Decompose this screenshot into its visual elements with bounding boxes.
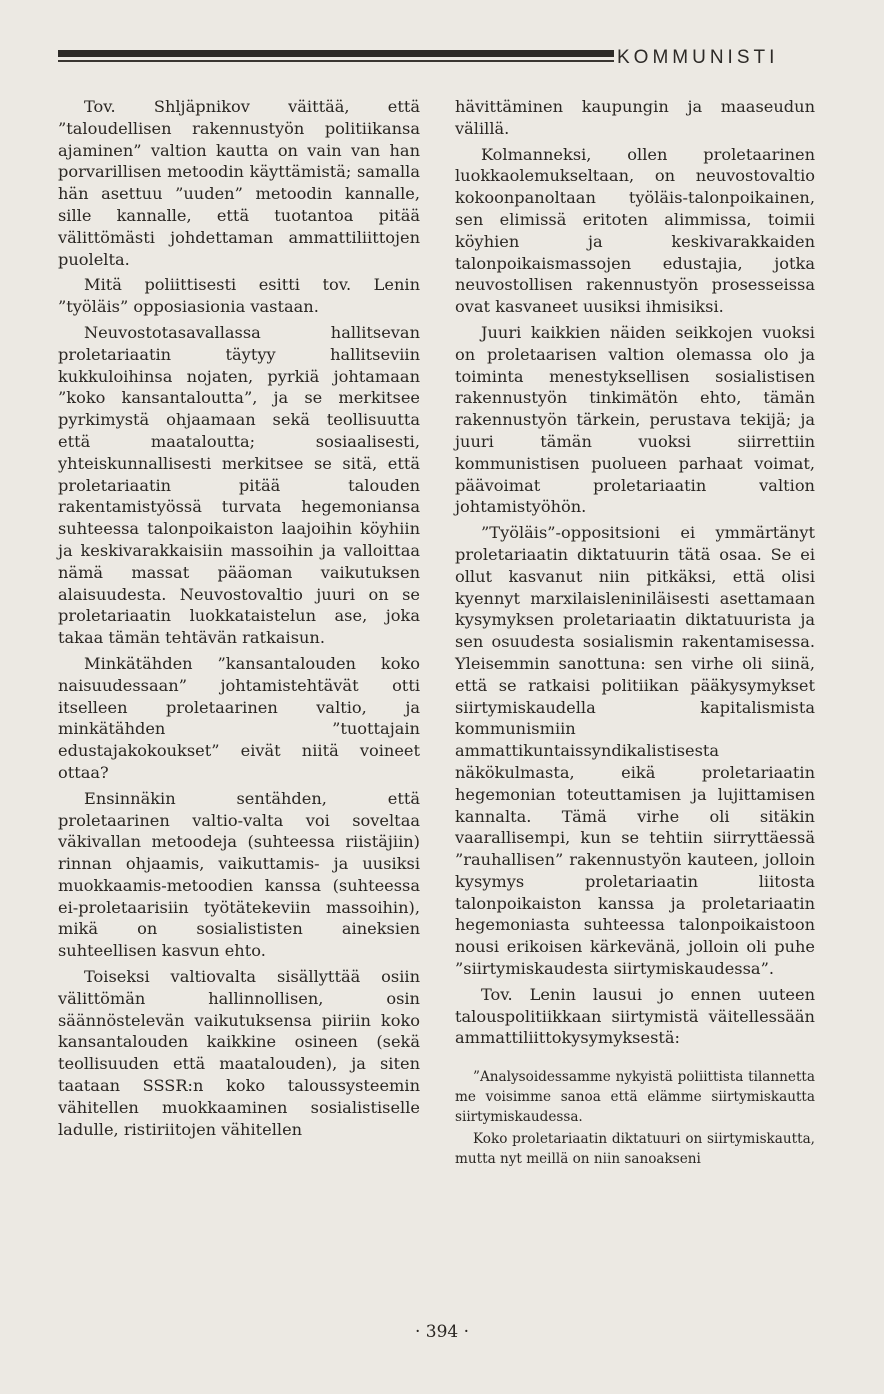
quote-paragraph: Koko proletariaatin diktatuuri on siirtymiskautta, mutta nyt meillä on niin sanoakseni — [455, 1131, 815, 1168]
header-rule-thick — [58, 50, 614, 57]
paragraph: Tov. Shljäpnikov väittää, että ”taloudellisen rakennustyön politiikansa ajaminen” valtion kautta on vain van han porvarillisen metoodin käyttämistä; samalla hän asettuu ”uuden” metoodin kannalle, sille kannalle, että tuotantoa pitää välittömästi johdettaman ammattiliittojen puolelta. — [58, 97, 420, 269]
paragraph: Mitä poliittisesti esitti tov. Lenin ”työläis” opposiasionia vastaan. — [58, 275, 420, 317]
header-rule — [58, 50, 614, 64]
running-head: KOMMUNISTI — [617, 47, 779, 68]
paragraph: Minkätähden ”kansantalouden koko naisuudessaan” johtamistehtävät otti itselleen proletaarinen valtio, ja minkätähden ”tuottajain edustajakokoukset” eivät niitä voineet ottaa? — [58, 653, 420, 782]
paragraph: ”Työläis”-oppositsioni ei ymmärtänyt proletariaatin diktatuurin tätä osaa. Se ei ollut kasvanut niin pitkäksi, että olisi kyennyt marxilaisleniniläisesti asettamaan kysymyksen proletariaatin diktatuurista ja sen osuudesta sosialismin rakentamisessa. Yleisemmin sanottuna: sen virhe oli siinä, että se ratkaisi politiikan pääkysymykset siirtymiskaudella kapitalismista kommunismiin ammattikuntaissyndikalistisesta näkökulmasta, eikä proletariaatin hegemonian toteuttamisen ja lujittamisen kannalta. Tämä virhe oli sitäkin vaarallisempi, kun se tehtiin siirryttäessä ”rauhallisen” rakennustyön kauteen, jolloin kysymys proletariaatin liitosta talonpoikaiston kanssa ja proletariaatin hegemoniasta suhteessa talonpoikaistoon nousi erikoisen kärkevänä, jolloin oli puhe ”siirtymiskaudesta siirtymiskaudessa”. — [455, 523, 815, 979]
paragraph: Toiseksi valtiovalta sisällyttää osiin välittömän hallinnollisen, osin säännöstelevän vaikutuksensa piiriin koko kansantalouden kaikkine osineen (sekä teollisuuden että maatalouden), ja siten taataan SSSR:n koko taloussysteemin vähitellen muokkaaminen sosialistiselle ladulle, ristiriitojen vähitellen — [58, 967, 420, 1139]
paragraph: Kolmanneksi, ollen proletaarinen luokkaolemukseltaan, on neuvostovaltio kokoonpanoltaan työläis-talonpoikainen, sen elimissä eritoten alimmissa, toimii köyhien ja keskivarakkaiden talonpoikaismassojen edustajia, jotka neuvostollisen rakennustyön prosesseissa ovat kasvaneet uusiksi ihmisiksi. — [455, 144, 815, 317]
header-rule-thin — [58, 60, 614, 62]
paragraph: hävittäminen kaupungin ja maaseudun välillä. — [455, 97, 815, 138]
left-column — [58, 96, 420, 1144]
block-quote — [455, 1067, 815, 1169]
page-number: · 394 · — [414, 1322, 470, 1342]
paragraph: Ensinnäkin sentähden, että proletaarinen valtio-valta voi soveltaa väkivallan metoodeja (suhteessa riistäjiin) rinnan ohjaamis, vaikuttamis- ja uusiksi muokkaamis-metoodien kanssa (suhteessa ei-proletaarisiin työtätekeviin massoihin), mikä on sosialististen aineksien suhteellisen kasvun ehto. — [58, 788, 420, 961]
paragraph: Tov. Lenin lausui jo ennen uuteen talouspolitiikkaan siirtymistä väitellessään ammattiliittokysymyksestä: — [455, 984, 815, 1048]
paragraph: Neuvostotasavallassa hallitsevan proletariaatin täytyy hallitseviin kukkuloihinsa nojaten, pyrkiä johtamaan ”koko kansantaloutta”, ja se merkitsee pyrkimystä ohjaamaan sekä teollisuutta että maataloutta; sosiaalisesti, yhteiskunnallisesti merkitsee se sitä, että proletariaatin pitää talouden rakentamistyössä turvata hegemoniansa suhteessa talonpoikaiston laajoihin köyhiin ja keskivarakkaisiin massoihin ja valloittaa nämä massat pääoman vaikutuksen alaisuudesta. Neuvostovaltio juuri on se proletariaatin luokkataistelun ase, joka takaa tämän tehtävän ratkaisun. — [58, 322, 420, 648]
quote-paragraph: ”Analysoidessamme nykyistä poliittista tilannetta me voisimme sanoa että elämme siirtymiskautta siirtymiskaudessa. — [455, 1069, 815, 1126]
right-column — [455, 96, 815, 1171]
paragraph: Juuri kaikkien näiden seikkojen vuoksi on proletaarisen valtion olemassa olo ja toiminta menestyksellisen sosialistisen rakennustyön tinkimätön ehto, tämän rakennustyön tärkein, perustava tekijä; ja juuri tämän vuoksi siirrettiin kommunistisen puolueen parhaat voimat, päävoimat proletariaatin valtion johtamistyöhön. — [455, 322, 815, 517]
